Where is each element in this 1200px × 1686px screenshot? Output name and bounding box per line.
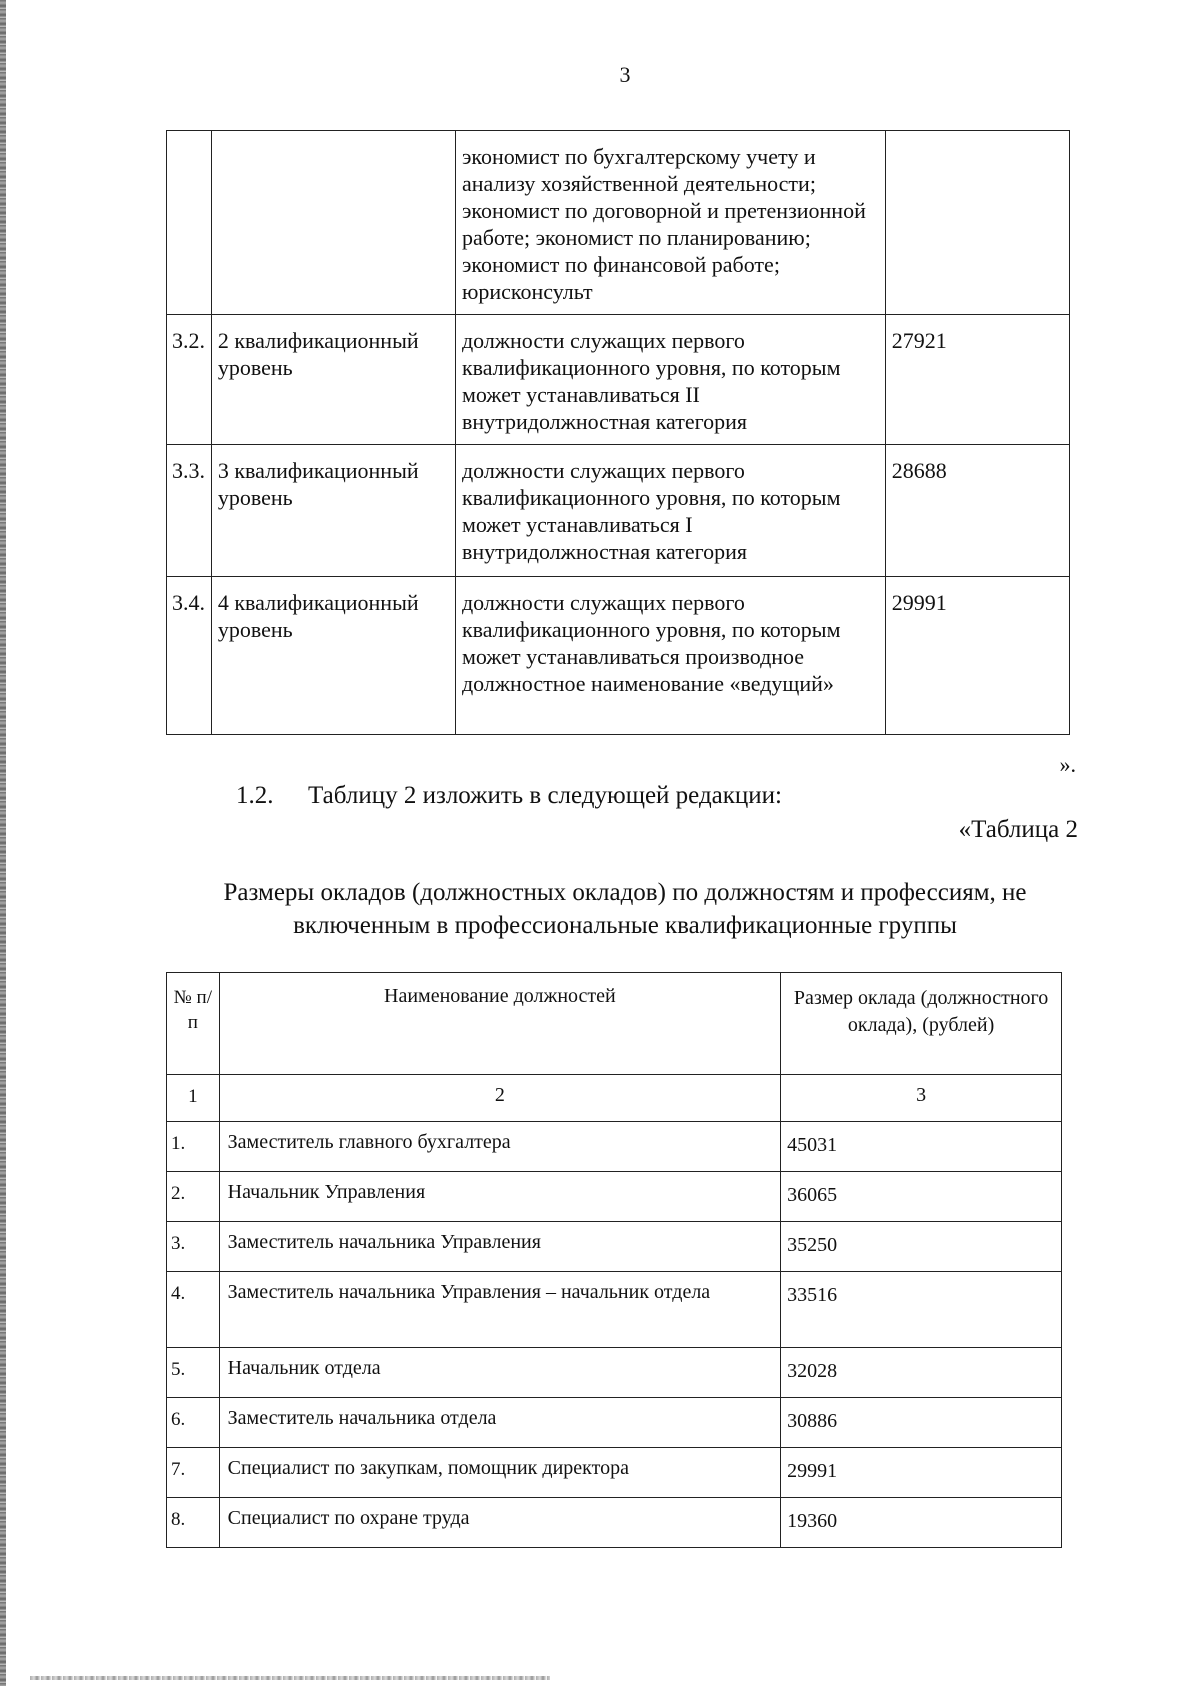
table-row [167,445,1070,577]
header-number: № п/п [167,973,220,1075]
table-row [167,1498,1062,1548]
salary-value: 28688 [885,445,1069,577]
positions-list: экономист по бухгалтерскому учету и анализу хозяйственной деятельности; экономист по договорной и претензионной работе; экономист по планированию; экономист по финансовой работе; юрисконсульт [455,131,885,315]
row-number: 3.3. [167,445,212,577]
table-header-row [167,973,1062,1075]
header-salary: Размер оклада (должностного оклада), (рублей) [781,973,1062,1075]
salary-value: 33516 [781,1272,1062,1348]
qualification-level: 4 квалификационный уровень [211,577,455,735]
qualification-table-continuation [166,130,1070,735]
table-row [167,577,1070,735]
position-name: Специалист по охране труда [219,1498,780,1548]
table-label: «Таблица 2 [958,816,1078,843]
row-number: 3. [167,1222,220,1272]
row-number: 2. [167,1172,220,1222]
position-name: Начальник отдела [219,1348,780,1398]
instruction-text: Таблицу 2 изложить в следующей редакции: [308,782,782,809]
row-number: 4. [167,1272,220,1348]
table-row [167,1448,1062,1498]
table-title: Размеры окладов (должностных окладов) по должностям и профессиям, не включенным в профессиональные квалификационные группы [223,879,1027,939]
table-row [167,1222,1062,1272]
column-number-row [167,1075,1062,1122]
header-position-name: Наименование должностей [219,973,780,1075]
instruction-paragraph [236,782,782,810]
position-name: Заместитель начальника отдела [219,1398,780,1448]
salary-value: 27921 [885,315,1069,445]
row-number: 7. [167,1448,220,1498]
row-number [167,131,212,315]
scan-edge-artifact [0,0,6,1686]
table-row [167,1122,1062,1172]
table-row [167,1398,1062,1448]
qualification-level [211,131,455,315]
table-row [167,315,1070,445]
row-number: 6. [167,1398,220,1448]
qualification-level: 2 квалификационный уровень [211,315,455,445]
position-name: Специалист по закупкам, помощник директора [219,1448,780,1498]
salary-value [885,131,1069,315]
closing-quote-mark: ». [1059,752,1076,777]
column-number: 2 [219,1075,780,1122]
positions-list: должности служащих первого квалификационного уровня, по которым может устанавливаться II внутридолжностная категория [455,315,885,445]
table-row [167,1348,1062,1398]
salary-table [166,972,1062,1548]
column-number: 1 [167,1075,220,1122]
position-name: Заместитель главного бухгалтера [219,1122,780,1172]
salary-value: 35250 [781,1222,1062,1272]
salary-value: 29991 [885,577,1069,735]
page-number: 3 [619,62,631,87]
position-name: Начальник Управления [219,1172,780,1222]
table-row [167,1172,1062,1222]
salary-value: 30886 [781,1398,1062,1448]
table-row [167,1272,1062,1348]
salary-value: 29991 [781,1448,1062,1498]
positions-list: должности служащих первого квалификационного уровня, по которым может устанавливаться производное должностное наименование «ведущий» [455,577,885,735]
scan-noise-artifact [30,1676,550,1680]
row-number: 3.2. [167,315,212,445]
row-number: 5. [167,1348,220,1398]
instruction-number: 1.2. [236,782,274,809]
row-number: 1. [167,1122,220,1172]
qualification-level: 3 квалификационный уровень [211,445,455,577]
row-number: 3.4. [167,577,212,735]
row-number: 8. [167,1498,220,1548]
salary-value: 19360 [781,1498,1062,1548]
salary-value: 45031 [781,1122,1062,1172]
position-name: Заместитель начальника Управления [219,1222,780,1272]
column-number: 3 [781,1075,1062,1122]
position-name: Заместитель начальника Управления – начальник отдела [219,1272,780,1348]
table-row [167,131,1070,315]
salary-value: 36065 [781,1172,1062,1222]
positions-list: должности служащих первого квалификационного уровня, по которым может устанавливаться I внутридолжностная категория [455,445,885,577]
salary-value: 32028 [781,1348,1062,1398]
